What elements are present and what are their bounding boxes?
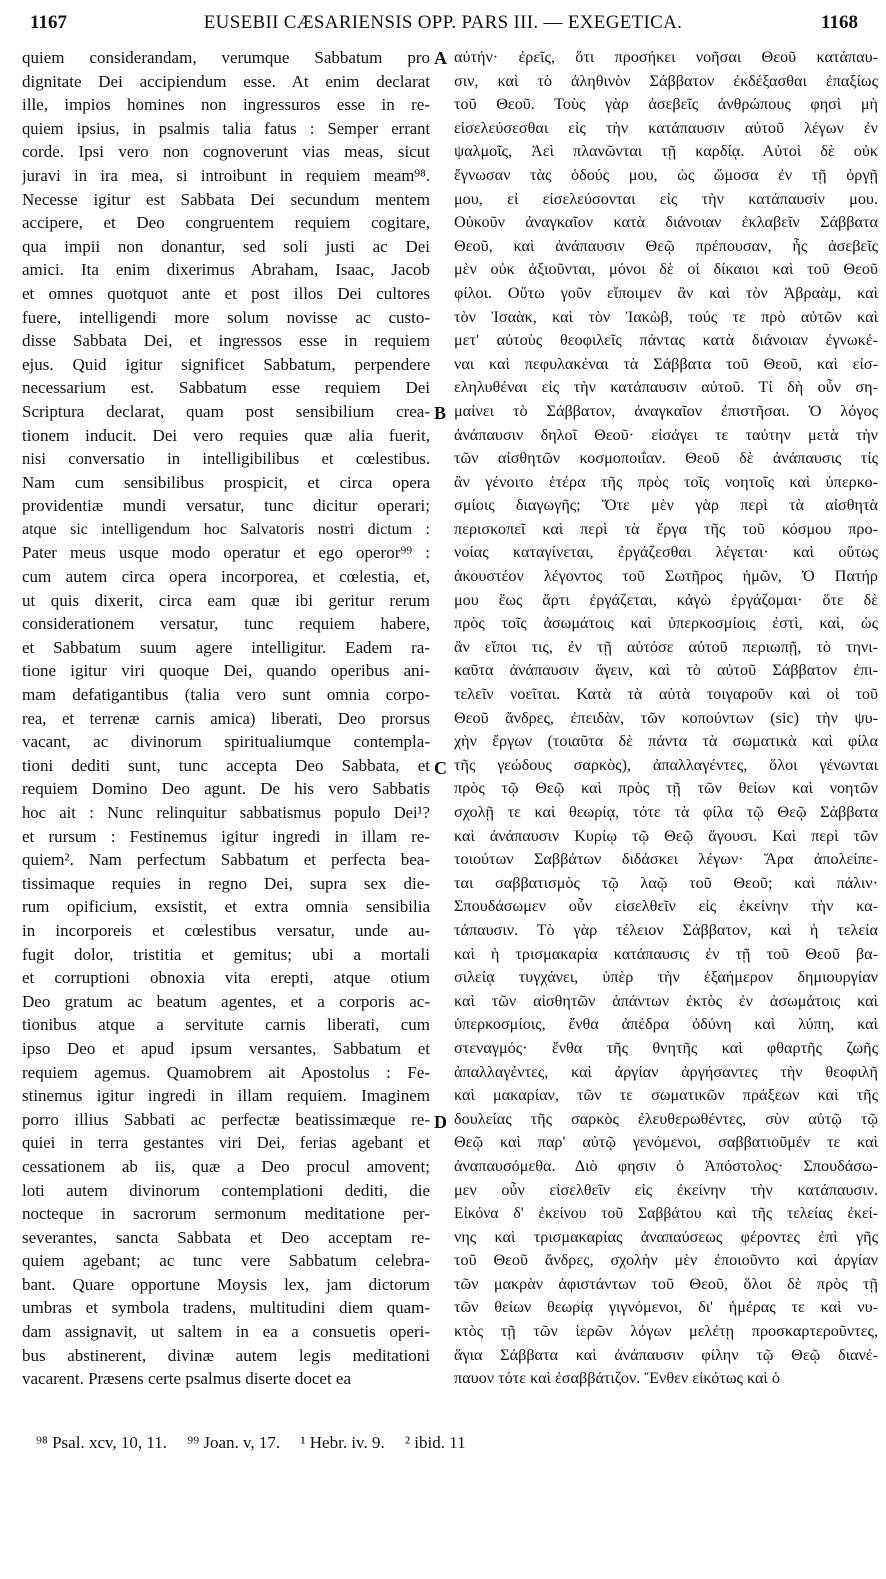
greek-text-line: ται σαββατισμὸς τῷ λαῷ τοῦ Θεοῦ; καὶ πάλιν·: [454, 873, 878, 892]
latin-text-line: nisi conversatio in intelligibilibus et cœlestibus.: [22, 449, 430, 469]
latin-text-line: cessationem ab iis, quæ a Deo procul amovent;: [22, 1156, 430, 1176]
greek-text-line: καὶ ἡ τρισμακαρία κατάπαυσις ἐν τῇ τοῦ Θεοῦ βα-: [454, 944, 878, 963]
greek-text-line: Θεοῦ ἄνδρες, ἐπειδὰν, τῶν κοπούντων (sic) τὴν ψυ-: [454, 708, 878, 727]
latin-text-line: nocteque in sacrorum sermonum meditatione per-: [22, 1204, 430, 1224]
latin-text-line: quiem². Nam perfectum Sabbatum et perfecta bea-: [22, 850, 430, 870]
greek-text-line: σχολῇ τε καὶ θεωρίᾳ, τότε τὰ φίλα τῷ Θεῷ Σάββατα: [454, 803, 878, 821]
latin-text-line: bant. Quare opportune Moysis lex, jam dictorum: [22, 1274, 430, 1294]
page-number-left: 1167: [30, 12, 67, 33]
latin-text-line: tione igitur viri quoque Dei, quando operibus ani-: [22, 661, 430, 681]
page-header: [0, 0, 886, 40]
greek-text-line: ψαλμοῖς, Ἀεὶ πλανῶνται τῇ καρδίᾳ. Αὐτοὶ δὲ οὐκ: [454, 142, 878, 161]
latin-text-line: corde. Ipsi vero non cognoverunt vias meas, sicut: [22, 142, 430, 162]
greek-text-line: μου, εἰ εἰσελεύσονται εἰς τὴν κατάπαυσίν μου.: [454, 189, 878, 208]
latin-text-line: et Sabbatum suum agere intelligitur. Eadem ra-: [22, 637, 430, 657]
latin-text-line: ejus. Quid igitur significet Sabbatum, perpendere: [22, 354, 430, 374]
greek-text-line: τῶν θείων θεωρίᾳ γιγνόμενοι, δι' ἡμέρας τε καὶ νυ-: [454, 1298, 878, 1317]
latin-column: [22, 46, 430, 1391]
page-number-right: 1168: [821, 12, 858, 33]
greek-text-line: μὲν οὐκ ἀξιοῦνται, μόνοι δὲ οἱ δίκαιοι καὶ τοῦ Θεοῦ: [454, 260, 878, 279]
greek-text-line: καὶ τῶν αἰσθητῶν ἁπάντων ἐκτὸς ἐν ἀσωμάτοις καὶ: [454, 991, 878, 1010]
footnote: ¹ Hebr. iv. 9.: [300, 1433, 385, 1452]
greek-text-line: εἰσελεύσεσθαι εἰς τὴν κατάπαυσιν αὐτοῦ λέγων ἐν: [454, 118, 878, 137]
latin-text-line: bus abstinerent, divinæ autem legis meditationi: [22, 1345, 430, 1365]
greek-text-line: τελεῖν νοεῖται. Κατὰ τὰ αὐτὰ τοιγαροῦν καὶ οἱ τοῦ: [454, 685, 878, 704]
latin-text-line: providentiæ mundi versatur, tunc dicitur operari;: [22, 496, 430, 516]
greek-text-line: χὴν ἔργων (τοιαῦτα δὲ πάντα τὰ σωματικὰ καὶ φίλα: [454, 732, 878, 751]
greek-text-line: Σπουδάσωμεν οὖν εἰσελθεῖν εἰς ἐκείνην τὴν κα-: [454, 897, 878, 916]
latin-text-line: et rursum : Festinemus igitur ingredi in illam re-: [22, 826, 430, 846]
greek-text-line: πρὸς τῷ Θεῷ καὶ πρὸς τῇ τῶν θείων καὶ νοητῶν: [454, 779, 878, 798]
latin-text-line: rum opificium, exsistit, et extra omnia sensibilia: [22, 897, 430, 917]
latin-text-line: ille, impios homines non ingressuros esse in re-: [22, 95, 430, 115]
latin-text-line: amici. Ita enim dixerimus Abraham, Isaac, Jacob: [22, 260, 430, 280]
greek-text-line: στεναγμός· ἔνθα τῆς θνητῆς καὶ φθαρτῆς ζωῆς: [454, 1038, 878, 1057]
latin-text-line: requiem Domino Deo agunt. De his vero Sabbatis: [22, 779, 430, 799]
latin-text-line: dam assignavit, ut saltem in ea a consuetis operi-: [22, 1322, 430, 1342]
latin-text-line: requiem agemus. Quamobrem ait Apostolus : Fe-: [22, 1062, 430, 1082]
greek-text-line: τοῦ Θεοῦ. Τοὺς γὰρ ἀσεβεῖς ἀνθρώπους φησὶ μὴ: [454, 95, 878, 114]
latin-text-line: atque sic intelligendum hoc Salvatoris nostri dictum :: [22, 520, 430, 538]
latin-text-line: Pater meus usque modo operatur et ego operor⁹⁹ :: [22, 543, 430, 563]
margin-marker-a: A: [434, 48, 447, 68]
latin-text-line: vacarent. Præsens certe psalmus diserte docet ea: [22, 1369, 352, 1389]
greek-text-line: Οὐκοῦν ἀναγκαῖον κατὰ διάνοιαν ἐκλαβεῖν Σάββατα: [454, 213, 878, 232]
greek-text-line: τῶν αἰσθητῶν κοσμοποιΐαν. Θεοῦ δὲ ἀνάπαυσις τίς: [454, 449, 878, 468]
latin-text-line: fugit dolor, tristitia et gemitus; ubi a mortali: [22, 944, 430, 964]
greek-text-line: φίλοι. Οὕτω γοῦν εἴποιμεν ἂν καὶ τὸν Ἀβραὰμ, καὶ: [454, 283, 878, 302]
latin-text-line: quiei in terra gestantes viri Dei, ferias agebant et: [22, 1133, 430, 1153]
greek-text-line: ἔγνωσαν τὰς ὁδούς μου, ὡς ὤμοσα ἐν τῇ ὀργῇ: [454, 165, 878, 184]
footnotes: [36, 1432, 482, 1454]
latin-text-line: umbras et symbola tradens, multitudini diem quam-: [22, 1298, 430, 1318]
latin-text-line: mam defatigantibus (talia vero sunt omnia corpo-: [22, 685, 430, 705]
latin-text-line: Scriptura declarat, quam post sensibilium crea-: [22, 401, 430, 421]
greek-text-line: τοῦ Θεοῦ ἄνδρες, σχολὴν μὲν ἐποιοῦντο καὶ ἀργίαν: [454, 1251, 878, 1270]
footnote: ⁹⁸ Psal. xcv, 10, 11.: [36, 1433, 168, 1452]
latin-text-line: stinemus igitur ingredi in illam requiem. Imaginem: [22, 1086, 430, 1106]
latin-text-line: porro illius Sabbati ac perfectæ beatissimæque re-: [22, 1109, 430, 1129]
latin-text-line: tionibus atque a servitute carnis liberati, cum: [22, 1015, 430, 1035]
latin-text-line: et corruptioni obnoxia vita erepti, atque otium: [22, 968, 430, 988]
margin-marker-b: B: [434, 403, 447, 423]
latin-text-line: ipso Deo et apud ipsum versantes, Sabbatum et: [22, 1038, 430, 1058]
latin-text-line: fuere, intelligendi more solum novisse ac custo-: [22, 307, 430, 327]
greek-text-line: μετ' αὐτοὺς θεοφιλεῖς πάντας κατὰ διάνοιαν ἐγνωκέ-: [454, 331, 878, 350]
greek-text-line: αὐτήν· ἐρεῖς, ὅτι προσήκει νοῆσαι Θεοῦ κατάπαυ-: [454, 48, 878, 66]
latin-text-line: accipere, et Deo congruentem requiem cogitare,: [22, 213, 430, 233]
latin-text-line: quiem agebant; ac tunc vere Sabbatum celebra-: [22, 1251, 430, 1271]
greek-text-line: ἀκουστέον λέγοντος τοῦ Σωτῆρος ἡμῶν, Ὁ Πατήρ: [454, 567, 878, 586]
greek-text-line: νοίας καταγίνεται, ἐργάζεσθαι λέγεται· καὶ οὕτως: [454, 543, 878, 562]
latin-text-line: quiem considerandam, verumque Sabbatum pro: [22, 48, 430, 67]
greek-text-line: ἀνάπαυσιν δηλοῖ Θεοῦ· εἰσάγει τε ταύτην μετὰ τὴν: [454, 425, 878, 444]
greek-column: [454, 46, 878, 1391]
margin-marker-c: C: [434, 758, 447, 778]
latin-text-line: Deo gratum ac beatum agentes, et a corporis ac-: [22, 991, 430, 1011]
latin-text-line: ut quis dixerit, circa eam quæ ibi geritur rerum: [22, 590, 430, 610]
greek-text-line: τοιούτων Σαββάτων διδάσκει λέγων· Ἄρα ἀπολείπε-: [454, 850, 878, 869]
greek-text-line: μαίνει τὸ Σάββατον, ἀναγκαῖον ἐπιστῆσαι. Ὁ λόγος: [454, 401, 878, 420]
latin-text-line: rea, et terrenæ carnis amica) liberati, Deo prorsus: [22, 708, 430, 728]
greek-text-line: Θεῷ καὶ παρ' αὐτῷ γενόμενοι, σαββατιοῦμέν τε καὶ: [454, 1133, 878, 1152]
greek-text-line: πρὸς τοῖς ἀσωμάτοις καὶ ὑπερκοσμίοις ἐστὶ, καὶ, ὡς: [454, 614, 878, 633]
footnote: ² ibid. 11: [404, 1433, 466, 1452]
greek-text-line: ἅγια Σάββατα καὶ ἀνάπαυσιν φίλην τῷ Θεῷ διανέ-: [454, 1345, 878, 1364]
greek-text-line: ἀναπαυσόμεθα. Διὸ φησιν ὁ Ἀπόστολος· Σπουδάσω-: [454, 1156, 878, 1175]
latin-text-line: tionem inducit. Dei vero requies quæ alia fuerit,: [22, 425, 430, 445]
greek-text-line: παυον τότε καὶ ἐσαββάτιζον. Ἔνθεν εἰκότως καὶ ὁ: [454, 1369, 780, 1388]
latin-text-line: tissimaque requies in regno Dei, supra sex die-: [22, 873, 430, 893]
latin-text-line: loti autem divinorum contemplationi dediti, die: [22, 1180, 430, 1200]
greek-text-line: κτὸς τῇ τῶν ἱερῶν λόγων μελέτῃ προσκαρτεροῦντες,: [454, 1322, 878, 1341]
margin-marker-d: D: [434, 1112, 447, 1132]
greek-text-line: σιλείᾳ τυγχάνει, ὑπὲρ τὴν ἑξαήμερον δημιουργίαν: [454, 968, 878, 987]
greek-text-line: τὸν Ἰσαὰκ, καὶ τὸν Ἰακὼβ, τούς τε πρὸ αὐτῶν καὶ: [454, 307, 878, 326]
latin-text-line: qua impii non donantur, sed soli justi ac Dei: [22, 236, 430, 256]
greek-text-line: σμίοις διαγωγῆς; Ὅτε μὲν γὰρ περὶ τὰ αἰσθητὰ: [454, 496, 878, 515]
greek-text-line: τάπαυσιν. Τὸ γὰρ τέλειον Σάββατον, καὶ ἡ τελεία: [454, 920, 878, 939]
latin-text-line: quiem ipsius, in psalmis talia fatus : Semper errant: [22, 118, 430, 138]
greek-text-line: μεν οὖν εἰσελθεῖν εἰς ἐκείνην τὴν κατάπαυσιν.: [454, 1180, 878, 1199]
latin-text-line: tioni dediti sunt, tunc accepta Deo Sabbata, et: [22, 755, 430, 775]
greek-text-line: ὑπερκοσμίοις, ἔνθα ἀπέδρα ὀδύνη καὶ λύπη, καὶ: [454, 1015, 878, 1034]
running-title: EUSEBII CÆSARIENSIS OPP. PARS III. — EXEGETICA.: [203, 12, 683, 33]
greek-text-line: δουλείας τῆς σαρκὸς ἐλευθερωθέντες, σὺν αὐτῷ τῷ: [454, 1109, 878, 1128]
greek-text-line: μου ἕως ἄρτι ἐργάζεται, κἀγὼ ἐργάζομαι· ὅτε δὲ: [454, 590, 878, 609]
greek-text-line: καὶ ἀνάπαυσιν Κυρίῳ τῷ Θεῷ ἄγουσι. Καὶ περὶ τῶν: [454, 826, 878, 845]
greek-text-line: εληλυθέναι εἰς τὴν κατάπαυσιν αὐτοῦ. Τί δὴ οὖν ση-: [454, 378, 878, 397]
greek-text-line: ναι καὶ πεφυλακέναι τὰ Σάββατα τοῦ Θεοῦ, καὶ εἰσ-: [454, 354, 878, 373]
latin-text-line: disse Sabbata Dei, et ingressos esse in requiem: [22, 331, 430, 351]
greek-text-line: τῆς γεώδους σαρκὸς), ἀπαλλαγέντες, ὅλοι γένωνται: [454, 755, 878, 774]
greek-text-line: καὶ μακαρίαν, τῶν τε σωματικῶν πράξεων καὶ τῆς: [454, 1086, 878, 1105]
greek-text-line: τῶν μακρὰν ἀφιστάντων τοῦ Θεοῦ, ὅλοι δὲ πρὸς τῇ: [454, 1274, 878, 1293]
latin-text-line: in incorporeis et cœlestibus versatur, unde au-: [22, 920, 430, 940]
latin-text-line: severantes, sancta Sabbata et Deo acceptam re-: [22, 1227, 430, 1247]
latin-text-line: necessarium est. Sabbatum esse requiem Dei: [22, 378, 430, 398]
greek-text-line: περισκοπεῖ καὶ περὶ τὰ ἔργα τῆς τοῦ κόσμου προ-: [454, 519, 878, 538]
greek-text-line: ἀπαλλαγέντες, καὶ ἀργίαν ἀργήσαντες τὴν θεοφιλῆ: [454, 1062, 878, 1081]
latin-text-line: Nam cum sensibilibus prospicit, et circa opera: [22, 472, 430, 492]
latin-text-line: juravi in ira mea, si introibunt in requiem meam⁹⁸.: [22, 165, 430, 185]
greek-text-line: Θεοῦ, καὶ ἀνάπαυσιν Θεῷ πρέπουσαν, ἧς ἀσεβεῖς: [454, 236, 878, 255]
greek-text-line: καῦτα ἀνάπαυσιν ἄγειν, καὶ τὸ αὐτοῦ Σάββατον ἐπι-: [454, 661, 878, 680]
latin-text-line: cum autem circa opera incorporea, et cœlestia, et,: [22, 567, 430, 587]
greek-text-line: ἂν γένοιτο ἑτέρα τῆς πρὸς τοῖς νοητοῖς καὶ ὑπερκο-: [454, 472, 878, 491]
latin-text-line: Necesse igitur est Sabbata Dei secundum mentem: [22, 189, 430, 209]
latin-text-line: hoc ait : Nunc relinquitur sabbatismus populo Dei¹?: [22, 803, 430, 822]
footnote: ⁹⁹ Joan. v, 17.: [187, 1433, 281, 1452]
latin-text-line: vacant, ac divinorum spiritualiumque contempla-: [22, 732, 430, 752]
greek-text-line: σιν, καὶ τὸ ἀληθινὸν Σάββατον ἐκδέξασθαι ἐπαξίως: [454, 71, 878, 90]
greek-text-line: νης καὶ τρισμακαρίας ἀναπαύσεως φέροντες ἐπὶ γῆς: [454, 1227, 878, 1246]
latin-text-line: et omnes quotquot ante et post illos Dei cultores: [22, 283, 430, 303]
latin-text-line: dignitate Dei accipiendum esse. At enim declarat: [22, 71, 430, 91]
greek-text-line: ἂν εἴποι τις, ἐν τῇ αὐτόσε αὐτοῦ περιωπῇ, τὸ τηνι-: [454, 637, 878, 656]
greek-text-line: Εἰκόνα δ' ἐκείνου τοῦ Σαββάτου καὶ τῆς τελείας ἐκεί-: [454, 1205, 878, 1223]
latin-text-line: considerationem versatur, tunc requiem habere,: [22, 614, 430, 634]
